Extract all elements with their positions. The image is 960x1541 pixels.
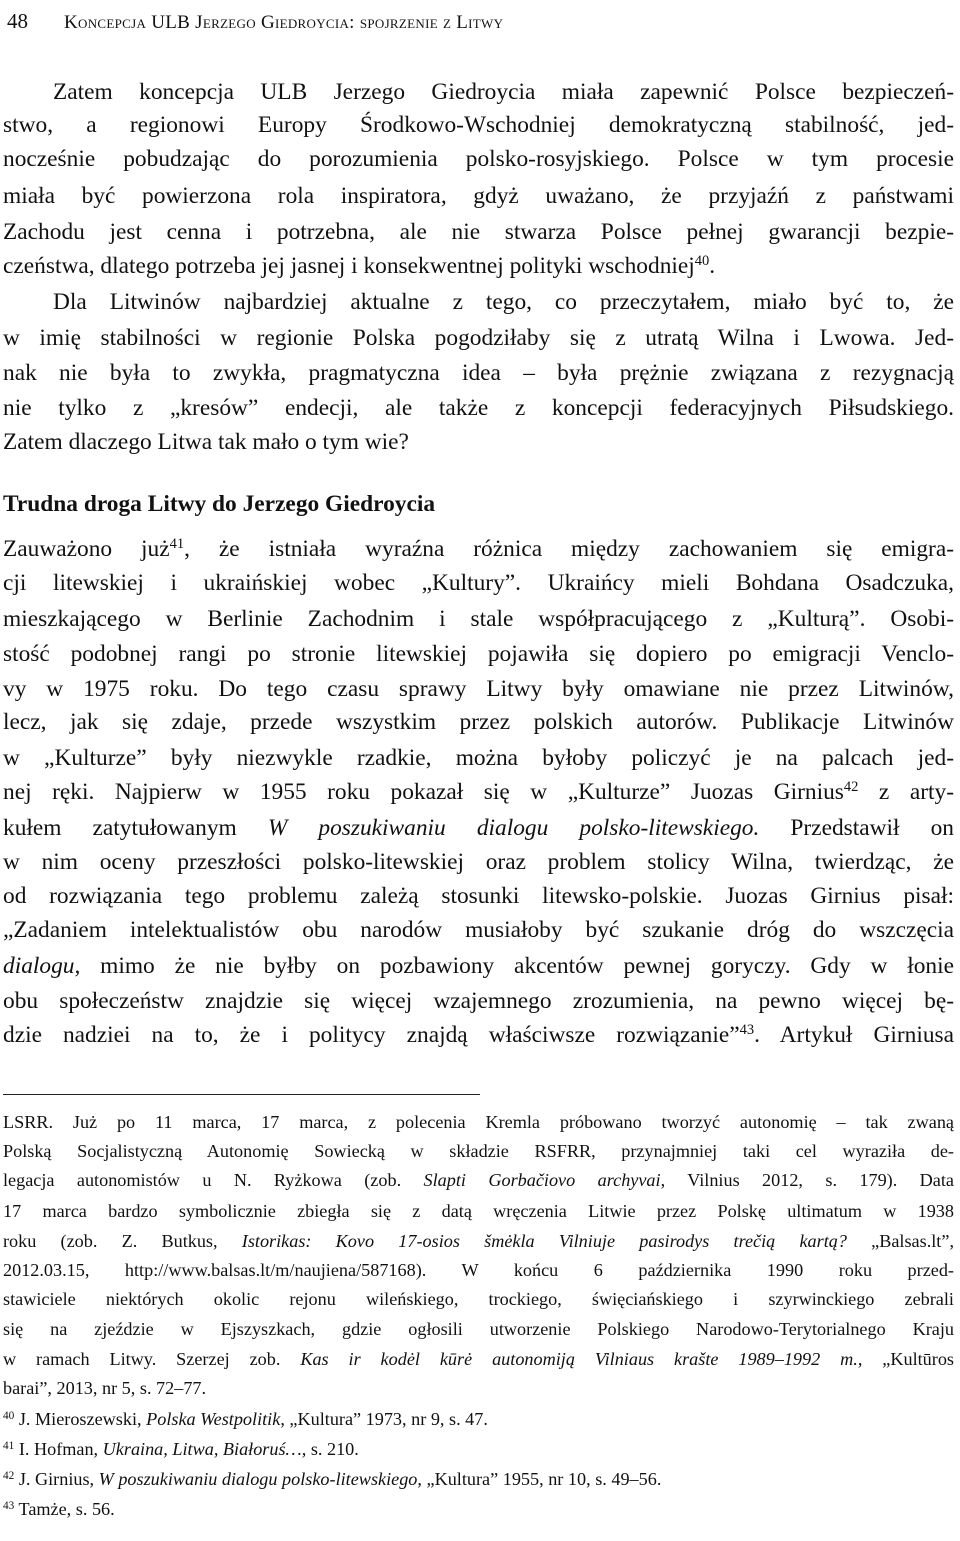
paragraph-3-line-14: obu społeczeństw znajdzie się więcej wzajemnego zrozumienia, na pewno więcej bę- xyxy=(3,988,954,1014)
paragraph-3-line-12: „Zadaniem intelektualistów obu narodów musiałoby być szukanie dróg do wszczęcia xyxy=(3,917,954,943)
paragraph-3-line-8: nej ręki. Najpierw w 1955 roku pokazał się w „Kulturze” Juozas Girnius$^{42}$ z arty- xyxy=(3,779,954,805)
paragraph-1-line-5: Zachodu jest cenna i potrzebna, ale nie stwarza Polsce pełnej gwarancji bezpie- xyxy=(3,219,954,245)
paragraph-3-line-1: Zauważono już$^{41}$, że istniała wyraźna różnica między zachowaniem się emigra- xyxy=(3,536,954,562)
footnote-cont-line-9: w ramach Litwy. Szerzej zob. Kas ir kodėl kūrė autonomiją Vilniaus krašte 1989–1992 m., „Kultūros xyxy=(3,1349,954,1369)
footnote-cont-line-2: Polską Socjalistyczną Autonomię Sowiecką w składzie RSFRR, przynajmniej taki cel wyraziła de- xyxy=(3,1141,954,1161)
paragraph-1-line-1: Zatem koncepcja ULB Jerzego Giedroycia miała zapewnić Polsce bezpieczeń- xyxy=(53,79,954,105)
section-heading: Trudna droga Litwy do Jerzego Giedroycia xyxy=(3,491,436,517)
paragraph-3-line-13: dialogu, mimo że nie byłby on pozbawiony akcentów pewnej goryczy. Gdy w łonie xyxy=(3,953,954,979)
paragraph-1-line-2: stwo, a regionowi Europy Środkowo-Wschodniej demokratyczną stabilność, jed- xyxy=(3,112,954,138)
paragraph-2-line-4: nie tylko z „kresów” endecji, ale także z koncepcji federacyjnych Piłsudskiego. xyxy=(3,395,954,421)
footnote-cont-line-5: roku (zob. Z. Butkus, Istorikas: Kovo 17-osios šmėkla Vilniuje pasirodys trečią kartą? „Balsas.lt”, xyxy=(3,1231,954,1251)
running-header xyxy=(7,6,953,36)
footnote-cont-line-1: LSRR. Już po 11 marca, 17 marca, z polecenia Kremla próbowano tworzyć autonomię – tak zwaną xyxy=(3,1112,954,1132)
footnote-ref-41[interactable]: 41 xyxy=(169,536,185,553)
paragraph-3-line-6: lecz, jak się zdaje, przede wszystkim przez polskich autorów. Publikacje Litwinów xyxy=(3,709,954,735)
footnote-separator xyxy=(3,1094,480,1095)
footnote-41: $^{41}$ I. Hofman, Ukraina, Litwa, Białoruś…, s. 210. xyxy=(3,1439,359,1459)
paragraph-3-line-7: w „Kulturze” były niezwykle rzadkie, można byłoby policzyć je na palcach jed- xyxy=(3,745,954,771)
footnote-cont-line-10: barai”, 2013, nr 5, s. 72–77. xyxy=(3,1378,207,1398)
footnote-ref-43[interactable]: 43 xyxy=(739,1022,755,1039)
paragraph-1-line-4: miała być powierzona rola inspiratora, gdyż uważano, że przyjaźń z państwami xyxy=(3,183,954,209)
footnote-ref-40[interactable]: 40 xyxy=(694,253,710,270)
footnote-43: $^{43}$ Tamże, s. 56. xyxy=(3,1499,115,1519)
paragraph-3-line-4: stość podobnej rangi po stronie litewskiej pojawiła się dopiero po emigracji Venclo- xyxy=(3,641,954,667)
paragraph-2-line-2: w imię stabilności w regionie Polska pogodziłaby się z utratą Wilna i Lwowa. Jed- xyxy=(3,325,954,351)
footnote-cont-line-8: się na zjeździe w Ejszyszkach, gdzie ogłosili utworzenie Polskiego Narodowo-Terytorialnego Kraju xyxy=(3,1319,954,1339)
paragraph-3-line-5: vy w 1975 roku. Do tego czasu sprawy Litwy były omawiane nie przez Litwinów, xyxy=(3,676,954,702)
paragraph-2-line-1: Dla Litwinów najbardziej aktualne z tego, co przeczytałem, miało być to, że xyxy=(53,289,954,315)
footnote-cont-line-6: 2012.03.15, http://www.balsas.lt/m/naujiena/587168). W końcu 6 października 1990 roku przed- xyxy=(3,1260,954,1280)
article-title: W poszukiwaniu dialogu polsko-litewskiego. xyxy=(267,815,760,841)
footnote-ref-42[interactable]: 42 xyxy=(843,779,859,796)
footnote-40: $^{40}$ J. Mieroszewski, Polska Westpolitik, „Kultura” 1973, nr 9, s. 47. xyxy=(3,1409,488,1429)
footnote-cont-line-4: 17 marca bardzo symbolicznie zbiegła się z datą wręczenia Litwie przez Polskę ultimatum w 1938 xyxy=(3,1201,954,1221)
paragraph-3-line-10: w nim oceny przeszłości polsko-litewskiej oraz problem stolicy Wilna, twierdząc, że xyxy=(3,849,954,875)
paragraph-2-line-3: nak nie była to zwykła, pragmatyczna idea – była prężnie związana z rezygnacją xyxy=(3,360,954,386)
paragraph-3-line-9: kułem zatytułowanym W poszukiwaniu dialogu polsko-litewskiego. Przedstawił on xyxy=(3,815,954,841)
running-title: Koncepcja ULB Jerzego Giedroycia: spojrzenie z Litwy xyxy=(64,12,504,33)
page-number: 48 xyxy=(7,9,28,33)
paragraph-3-line-15: dzie nadziei na to, że i politycy znajdą właściwsze rozwiązanie”$^{43}$. Artykuł Girniusa xyxy=(3,1022,954,1048)
paragraph-3-line-2: cji litewskiej i ukraińskiej wobec „Kultury”. Ukraińcy mieli Bohdana Osadczuka, xyxy=(3,570,954,596)
paragraph-3-line-3: mieszkającego w Berlinie Zachodnim i stale współpracującego z „Kulturą”. Osobi- xyxy=(3,606,954,632)
paragraph-2-line-5: Zatem dlaczego Litwa tak mało o tym wie? xyxy=(3,429,409,455)
footnote-cont-line-3: legacja autonomistów u N. Ryżkowa (zob. Slapti Gorbačiovo archyvai, Vilnius 2012, s. 179). Data xyxy=(3,1170,954,1190)
paragraph-1-line-6: czeństwa, dlatego potrzeba jej jasnej i konsekwentnej polityki wschodniej$^{40}$. xyxy=(3,253,716,279)
paragraph-3-line-11: od rozwiązania tego problemu zależą stosunki litewsko-polskie. Juozas Girnius pisał: xyxy=(3,883,954,909)
paragraph-1-line-3: nocześnie pobudzając do porozumienia polsko-rosyjskiego. Polsce w tym procesie xyxy=(3,146,954,172)
footnote-cont-line-7: stawiciele niektórych okolic rejonu wileńskiego, trockiego, święciańskiego i szyrwinckiego zebrali xyxy=(3,1289,954,1309)
footnote-42: $^{42}$ J. Girnius, W poszukiwaniu dialogu polsko-litewskiego, „Kultura” 1955, nr 10, s. 49–56. xyxy=(3,1469,662,1489)
